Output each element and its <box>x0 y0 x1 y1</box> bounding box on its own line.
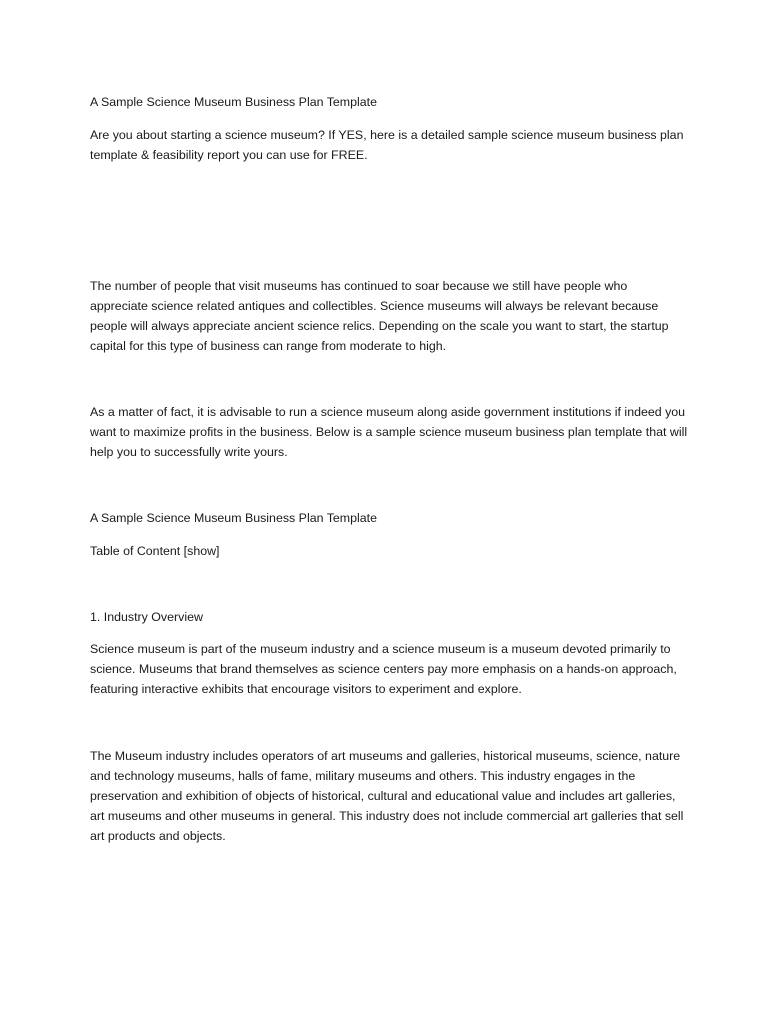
document-title: A Sample Science Museum Business Plan Template <box>90 95 377 109</box>
section-heading-industry-overview: 1. Industry Overview <box>90 610 203 624</box>
visitors-paragraph: The number of people that visit museums has continued to soar because we still have people who appreciate science related antiques and collectibles. Science museums will always be relevant because people will always appreciate ancient science relics. Depending on the scale you want to start, the startup capital for this type of business can range from moderate to high. <box>90 279 669 353</box>
table-of-content-toggle[interactable]: Table of Content [show] <box>90 544 220 558</box>
intro-paragraph: Are you about starting a science museum? If YES, here is a detailed sample science museum business plan template & feasibility report you can use for FREE. <box>90 128 684 162</box>
document-subtitle: A Sample Science Museum Business Plan Template <box>90 511 377 525</box>
museum-industry-paragraph: The Museum industry includes operators of art museums and galleries, historical museums, science, nature and technology museums, halls of fame, military museums and others. This industry engages in the preservation and exhibition of objects of historical, cultural and educational value and includes art galleries, art museums and other museums in general. This industry does not include commercial art galleries that sell art products and objects. <box>90 749 684 843</box>
science-museum-paragraph: Science museum is part of the museum industry and a science museum is a museum devoted primarily to science. Museums that brand themselves as science centers pay more emphasis on a hands-on approach, featuring interactive exhibits that encourage visitors to experiment and explore. <box>90 642 677 696</box>
profit-paragraph: As a matter of fact, it is advisable to run a science museum along aside government institutions if indeed you want to maximize profits in the business. Below is a sample science museum business plan template that will help you to successfully write yours. <box>90 405 688 459</box>
